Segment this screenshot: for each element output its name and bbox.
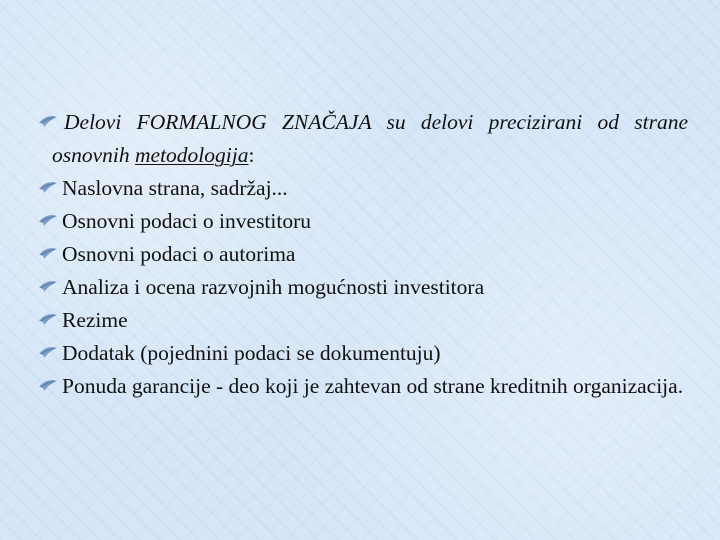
leaf-bullet-icon	[38, 181, 58, 195]
leaf-bullet-icon	[38, 346, 58, 360]
intro-bullet	[38, 106, 688, 172]
list-item-text: Osnovni podaci o investitoru	[62, 209, 312, 233]
leaf-bullet-icon	[38, 214, 58, 228]
intro-punct: :	[248, 143, 255, 167]
list-item	[38, 271, 688, 304]
bullet-list	[38, 106, 688, 403]
list-item	[38, 238, 688, 271]
leaf-bullet-icon	[38, 280, 58, 294]
leaf-bullet-icon	[38, 313, 58, 327]
list-item-text: Osnovni podaci o autorima	[62, 242, 296, 266]
leaf-bullet-icon	[38, 379, 58, 393]
list-item-text: Dodatak (pojednini podaci se dokumentuju)	[62, 341, 441, 365]
intro-underlined: metodologija	[135, 143, 249, 167]
list-item-text: Rezime	[62, 308, 128, 332]
list-item	[38, 370, 688, 403]
list-item-text: Naslovna strana, sadržaj...	[62, 176, 288, 200]
list-item-text: Analiza i ocena razvojnih mogućnosti investitora	[62, 275, 485, 299]
leaf-bullet-icon	[38, 115, 58, 129]
list-item	[38, 304, 688, 337]
list-item	[38, 337, 688, 370]
leaf-bullet-icon	[38, 247, 58, 261]
list-item	[38, 205, 688, 238]
list-item-text: Ponuda garancije - deo koji je zahtevan od strane kreditnih organizacija.	[62, 374, 684, 398]
intro-emphasis: Delovi FORMALNOG ZNAČAJA su delovi precizirani od strane osnovnih	[52, 110, 688, 167]
list-item	[38, 172, 688, 205]
